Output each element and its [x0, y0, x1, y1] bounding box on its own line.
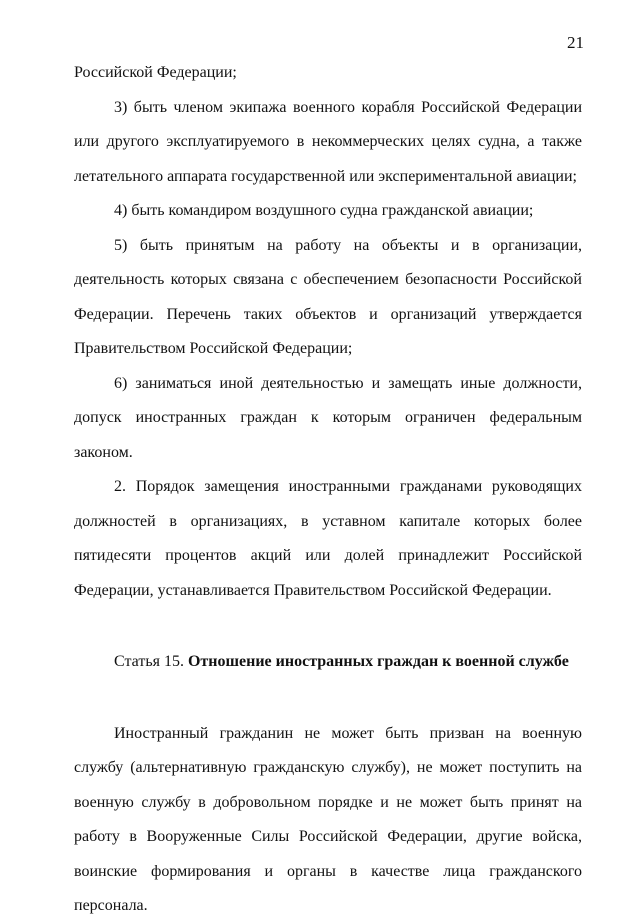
- paragraph-item-4: 4) быть командиром воздушного судна гражданской авиации;: [114, 202, 534, 219]
- article-paragraph: Иностранный гражданин не может быть призван на военную службу (альтернативную гражданскую службу), не может поступить на военную службу в добровольном порядке и не может быть принят на работу в Вооруженные Силы Российской Федерации, другие войска, воинские формирования и органы в качестве лица гражданского персонала.: [74, 724, 582, 914]
- page-number: 21: [567, 33, 584, 52]
- article-number: Статья 15.: [114, 653, 188, 670]
- article-title: Отношение иностранных граждан к военной службе: [187, 653, 569, 670]
- paragraph-item-5: 5) быть принятым на работу на объекты и в организации, деятельность которых связана с обеспечением безопасности Российской Федерации. Перечень таких объектов и организаций утверждается Правительством Российской Федерации;: [74, 236, 582, 357]
- paragraph-item-6: 6) заниматься иной деятельностью и замещать иные должности, допуск иностранных граждан к которым ограничен федеральным законом.: [74, 374, 582, 461]
- article-heading: [74, 645, 582, 680]
- document-body: [74, 56, 582, 924]
- paragraph-part-2: 2. Порядок замещения иностранными гражданами руководящих должностей в организациях, в уставном капитале которых более пятидесяти процентов акций или долей принадлежит Российской Федерации, устанавливается Правительством Российской Федерации.: [74, 478, 582, 599]
- paragraph-item-3: 3) быть членом экипажа военного корабля Российской Федерации или другого эксплуатируемого в некоммерческих целях судна, а также летательного аппарата государственной или экспериментальной авиации;: [74, 98, 582, 185]
- paragraph-continuation: Российской Федерации;: [74, 64, 237, 81]
